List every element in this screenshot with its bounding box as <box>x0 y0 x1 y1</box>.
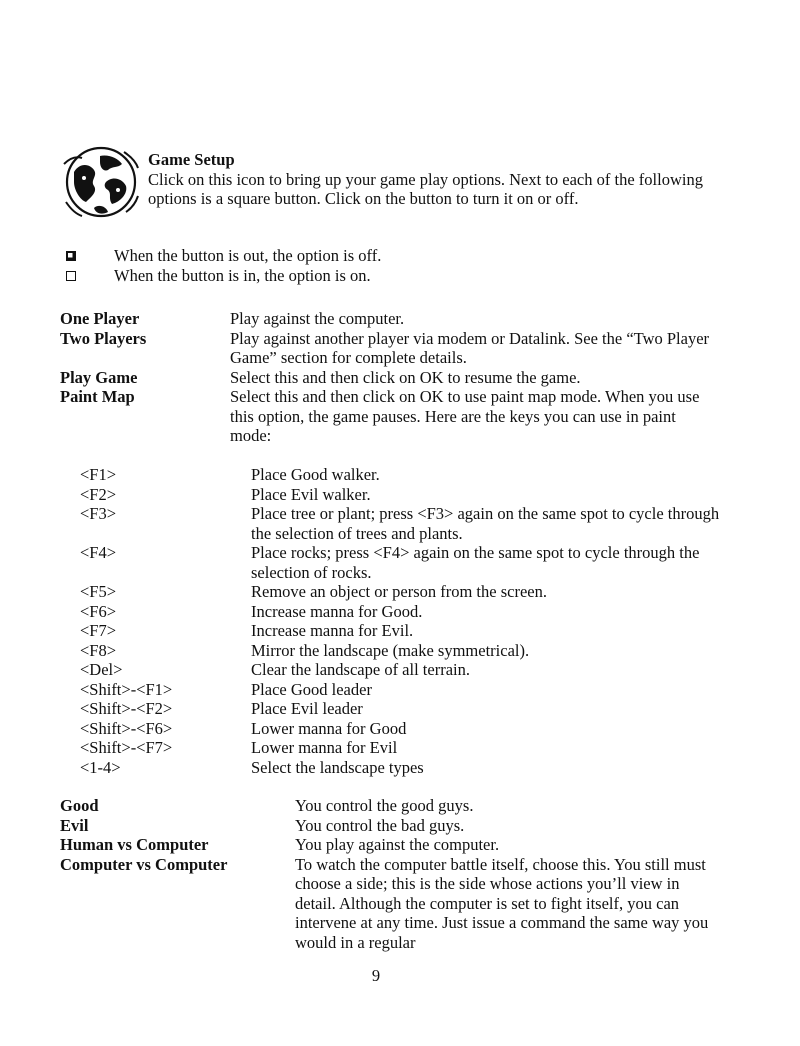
button-state-out-row <box>66 246 726 266</box>
key-desc: Place rocks; press <F4> again on the same spot to cycle through the selection of rocks. <box>251 543 700 582</box>
key-label: <Shift>-<F6> <box>80 718 173 738</box>
key-desc: Place Good walker. <box>251 465 380 484</box>
button-out-icon <box>66 251 76 261</box>
key-row <box>80 680 720 700</box>
option-computer-vs-computer <box>60 855 720 953</box>
key-row <box>80 699 720 719</box>
option-desc: Play against the computer. <box>230 309 405 328</box>
setup-text <box>148 150 720 209</box>
button-in-icon <box>66 271 76 281</box>
setup-description: Click on this icon to bring up your game play options. Next to each of the following options is a square button. Click on the button to turn it on or off. <box>148 169 703 208</box>
option-desc: Select this and then click on OK to resume the game. <box>230 367 581 387</box>
key-row <box>80 621 720 641</box>
key-label: <F4> <box>80 543 117 562</box>
key-label: <Shift>-<F2> <box>80 699 173 718</box>
option-desc: You play against the computer. <box>295 835 500 854</box>
option-good <box>60 796 720 816</box>
option-desc: Select this and then click on OK to use paint map mode. When you use this option, the game pauses. Here are the keys you can use in paint mode: <box>230 387 700 445</box>
key-label: <F3> <box>80 504 117 523</box>
key-row <box>80 641 720 661</box>
button-state-in-text: When the button is in, the option is on. <box>114 266 371 286</box>
option-term[interactable]: Human vs Computer <box>60 835 209 854</box>
option-play-game <box>60 368 720 388</box>
button-state-out-text: When the button is out, the option is off. <box>114 246 382 266</box>
option-term[interactable]: Good <box>60 796 99 815</box>
key-desc: Increase manna for Good. <box>251 601 423 621</box>
key-row <box>80 504 720 543</box>
key-desc: Remove an object or person from the screen. <box>251 582 547 601</box>
paint-mode-keys <box>80 465 720 777</box>
key-desc: Increase manna for Evil. <box>251 621 414 640</box>
key-desc: Mirror the landscape (make symmetrical). <box>251 640 530 660</box>
option-desc: To watch the computer battle itself, choose this. You still must choose a side; this is the side whose actions you’ll view in detail. Although the computer is set to fight itself, you can intervene at any time. Just issue a command the same way you would in a regular <box>295 854 709 952</box>
option-term[interactable]: Evil <box>60 815 89 835</box>
globe-icon[interactable] <box>60 142 142 222</box>
game-mode-options <box>60 309 720 446</box>
key-row <box>80 485 720 505</box>
key-desc: Place tree or plant; press <F3> again on the same spot to cycle through the selection of trees and plants. <box>251 504 720 543</box>
option-term[interactable]: Computer vs Computer <box>60 854 228 874</box>
side-options <box>60 796 720 952</box>
button-states <box>66 246 726 286</box>
key-label: <F8> <box>80 640 117 660</box>
key-desc: Clear the landscape of all terrain. <box>251 660 470 679</box>
key-row <box>80 602 720 622</box>
key-row <box>80 582 720 602</box>
option-desc: You control the bad guys. <box>295 815 465 835</box>
option-desc: You control the good guys. <box>295 796 474 815</box>
button-state-in-row <box>66 266 726 286</box>
option-one-player <box>60 309 720 329</box>
key-label: <F7> <box>80 621 117 640</box>
option-two-players <box>60 329 720 368</box>
key-desc: Place Good leader <box>251 679 372 699</box>
option-human-vs-computer <box>60 835 720 855</box>
key-label: <F2> <box>80 484 117 504</box>
setup-title: Game Setup <box>148 150 235 169</box>
key-row <box>80 543 720 582</box>
option-evil <box>60 816 720 836</box>
option-term[interactable]: Paint Map <box>60 387 135 406</box>
key-desc: Lower manna for Good <box>251 718 407 738</box>
key-label: <Shift>-<F7> <box>80 738 173 757</box>
page-number: 9 <box>371 966 381 985</box>
key-row <box>80 758 720 778</box>
key-label: <F5> <box>80 582 117 601</box>
key-label: <1-4> <box>80 757 121 777</box>
key-row <box>80 465 720 485</box>
key-row <box>80 719 720 739</box>
option-term[interactable]: One Player <box>60 309 140 328</box>
key-row <box>80 738 720 758</box>
key-label: <F6> <box>80 601 117 621</box>
key-desc: Place Evil leader <box>251 699 363 718</box>
option-term[interactable]: Two Players <box>60 328 147 348</box>
key-label: <Shift>-<F1> <box>80 679 173 699</box>
option-desc: Play against another player via modem or Datalink. See the “Two Player Game” section for complete details. <box>230 328 710 367</box>
key-desc: Place Evil walker. <box>251 484 371 504</box>
key-desc: Select the landscape types <box>251 757 424 777</box>
option-term[interactable]: Play Game <box>60 367 138 387</box>
option-paint-map <box>60 387 720 446</box>
key-row <box>80 660 720 680</box>
key-label: <F1> <box>80 465 117 484</box>
key-desc: Lower manna for Evil <box>251 738 398 757</box>
key-label: <Del> <box>80 660 123 679</box>
